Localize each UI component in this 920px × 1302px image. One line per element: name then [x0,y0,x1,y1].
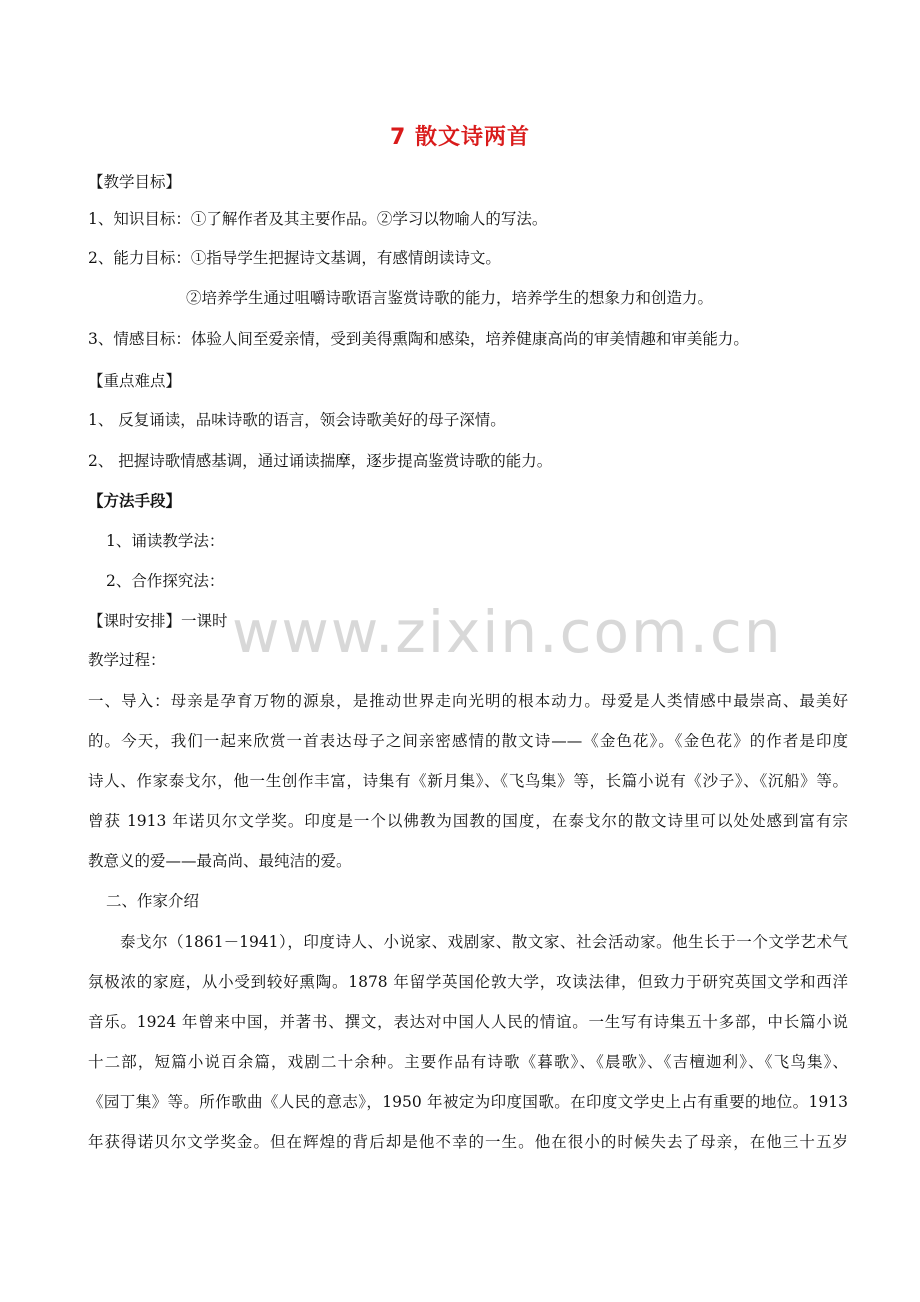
goal-ability: 2、能力目标：①指导学生把握诗文基调，有感情朗读诗文。 [88,249,501,267]
key-point-2: 2、 把握诗歌情感基调，通过诵读揣摩，逐步提高鉴赏诗歌的能力。 [88,452,553,470]
intro-line: 曾获 1913 年诺贝尔文学奖。印度是一个以佛教为国教的国度，在泰戈尔的散文诗里可以处处感到富有宗 [88,812,848,830]
method-1: 1、诵读教学法： [106,532,225,550]
intro-line: 诗人、作家泰戈尔，他一生创作丰富，诗集有《新月集》、《飞鸟集》等，长篇小说有《沙子》、《沉船》等。 [88,772,848,790]
author-line: 十二部，短篇小说百余篇，戏剧二十余种。主要作品有诗歌《暮歌》、《晨歌》、《吉檀迦利》、《飞鸟集》、 [88,1053,848,1071]
section-header-goals: 【教学目标】 [88,173,182,191]
author-line: 年获得诺贝尔文学奖金。但在辉煌的背后却是他不幸的一生。他在很小的时候失去了母亲，在他三十五岁 [88,1133,848,1151]
intro-line: 教意义的爱——最高尚、最纯洁的爱。 [88,852,352,870]
schedule: 【课时安排】一课时 [88,612,228,630]
goal-knowledge: 1、知识目标：①了解作者及其主要作品。②学习以物喻人的写法。 [88,210,548,228]
watermark: www.zixin.com.cn [232,598,783,666]
author-line: 泰戈尔（1861－1941），印度诗人、小说家、戏剧家、散文家、社会活动家。他生长于一个文学艺术气 [120,933,848,951]
goal-emotion: 3、情感目标：体验人间至爱亲情，受到美得熏陶和感染，培养健康高尚的审美情趣和审美能力。 [88,330,749,348]
author-line: 《园丁集》等。所作歌曲《人民的意志》，1950 年被定为印度国歌。在印度文学史上占有重要的地位。1913 [88,1093,848,1111]
section-header-key-points: 【重点难点】 [88,372,182,390]
document-title: 7 散文诗两首 [390,125,530,150]
section-header-author: 二、作家介绍 [106,892,200,910]
goal-ability-2: ②培养学生通过咀嚼诗歌语言鉴赏诗歌的能力，培养学生的想象力和创造力。 [186,289,714,307]
section-header-methods: 【方法手段】 [88,491,182,510]
author-line: 氛极浓的家庭，从小受到较好熏陶。1878 年留学英国伦敦大学，攻读法律，但致力于研究英国文学和西洋 [88,973,848,991]
key-point-1: 1、 反复诵读，品味诗歌的语言，领会诗歌美好的母子深情。 [88,411,506,429]
author-line: 音乐。1924 年曾来中国，并著书、撰文，表达对中国人人民的情谊。一生写有诗集五十多部，中长篇小说 [88,1013,848,1031]
intro-line: 的。今天，我们一起来欣赏一首表达母子之间亲密感情的散文诗——《金色花》。《金色花》的作者是印度 [88,732,848,750]
method-2: 2、合作探究法： [106,572,225,590]
intro-line: 一、导入：母亲是孕育万物的源泉，是推动世界走向光明的根本动力。母爱是人类情感中最崇高、最美好 [88,692,848,710]
process-heading: 教学过程： [88,651,166,669]
